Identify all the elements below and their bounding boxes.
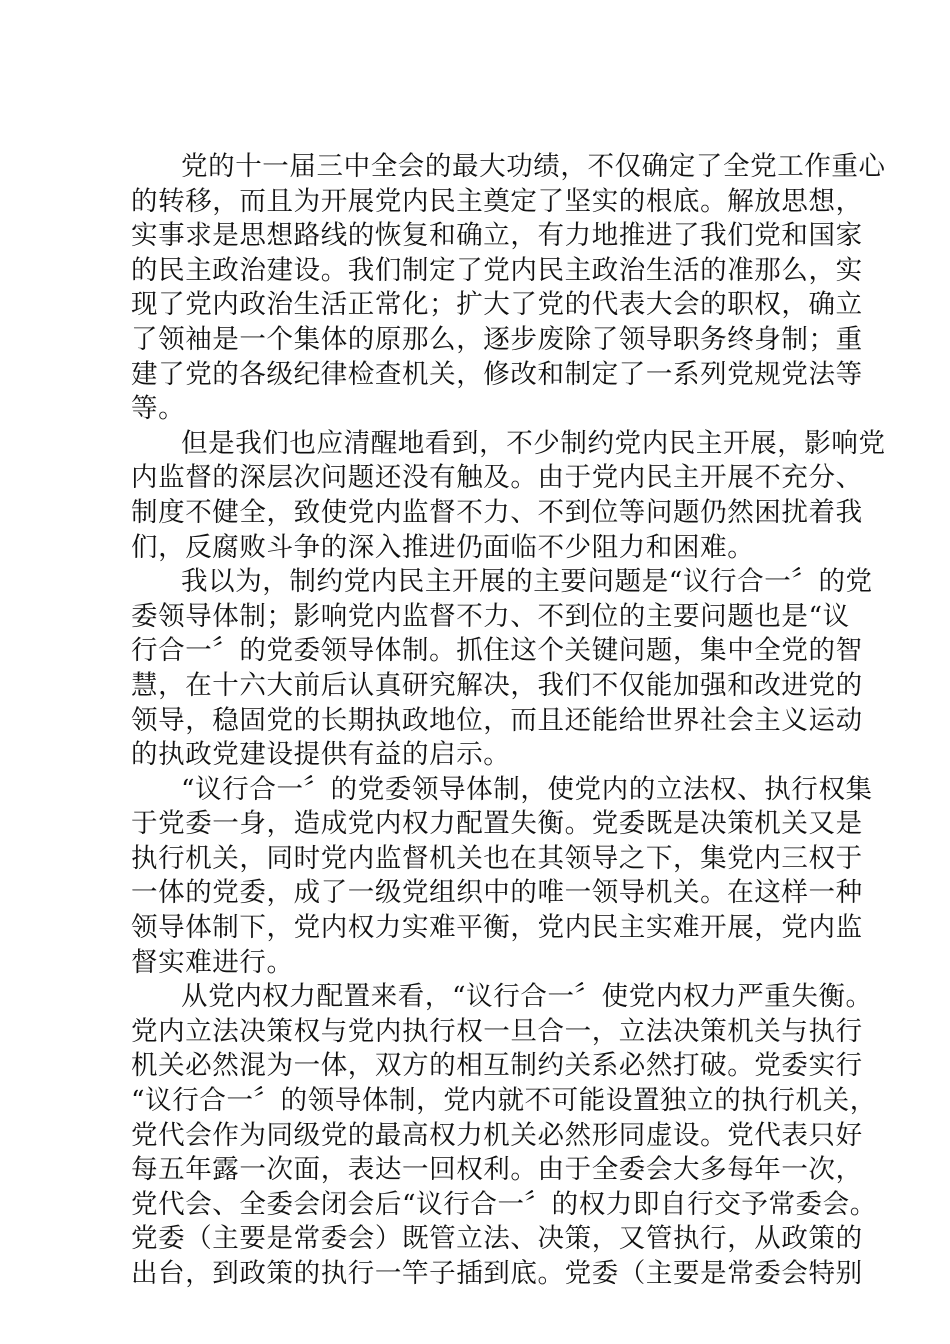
paragraph-5-line-5: 党代会作为同级党的最高权力机关必然形同虚设。党代表只好 [131, 1119, 863, 1151]
paragraph-5-line-4: “议行合一〞的领导体制，党内就不可能设置独立的执行机关， [131, 1085, 877, 1117]
paragraph-1-line-2: 的转移，而且为开展党内民主奠定了坚实的根底。解放思想， [131, 185, 863, 217]
paragraph-4-line-3: 执行机关，同时党内监督机关也在其领导之下，集党内三权于 [131, 842, 863, 874]
paragraph-2-line-2: 内监督的深层次问题还没有触及。由于党内民主开展不充分、 [131, 462, 863, 494]
paragraph-1-line-4: 的民主政治建设。我们制定了党内民主政治生活的准那么，实 [131, 254, 863, 286]
paragraph-3-line-1: 我以为，制约党内民主开展的主要问题是“议行合一〞的党 [181, 566, 873, 598]
paragraph-3-line-6: 的执政党建设提供有益的启示。 [131, 739, 511, 771]
paragraph-5-line-1: 从党内权力配置来看，“议行合一〞使党内权力严重失衡。 [181, 981, 873, 1013]
body-text [131, 150, 886, 1292]
paragraph-2-line-1: 但是我们也应清醒地看到，不少制约党内民主开展，影响党 [181, 427, 886, 459]
paragraph-1-line-7: 建了党的各级纪律检查机关，修改和制定了一系列党规党法等 [131, 358, 863, 390]
paragraph-5-line-9: 出台，到政策的执行一竿子插到底。党委（主要是常委会特别 [131, 1258, 863, 1289]
paragraph-5-line-8: 党委（主要是常委会）既管立法、决策，又管执行，从政策的 [131, 1223, 863, 1255]
paragraph-2-line-3: 制度不健全，致使党内监督不力、不到位等问题仍然困扰着我 [131, 496, 863, 528]
paragraph-4-line-1: “议行合一〞的党委领导体制，使党内的立法权、执行权集 [181, 773, 873, 805]
paragraph-1-line-1: 党的十一届三中全会的最大功绩，不仅确定了全党工作重心 [181, 151, 886, 182]
paragraph-5-line-2: 党内立法决策权与党内执行权一旦合一，立法决策机关与执行 [131, 1015, 863, 1047]
paragraph-5-line-7: 党代会、全委会闭会后“议行合一〞的权力即自行交予常委会。 [131, 1188, 877, 1220]
paragraph-2-line-4: 们，反腐败斗争的深入推进仍面临不少阻力和困难。 [131, 531, 755, 563]
paragraph-4-line-6: 督实难进行。 [131, 946, 294, 978]
paragraph-1-line-5: 现了党内政治生活正常化；扩大了党的代表大会的职权，确立 [131, 289, 863, 321]
paragraph-3-line-3: 行合一〞的党委领导体制。抓住这个关键问题，集中全党的智 [131, 635, 863, 667]
paragraph-1-line-6: 了领袖是一个集体的原那么，逐步废除了领导职务终身制；重 [131, 323, 863, 355]
paragraph-1-line-3: 实事求是思想路线的恢复和确立，有力地推进了我们党和国家 [131, 220, 863, 252]
paragraph-3-line-2: 委领导体制；影响党内监督不力、不到位的主要问题也是“议 [131, 600, 850, 632]
paragraph-4-line-4: 一体的党委，成了一级党组织中的唯一领导机关。在这样一种 [131, 877, 863, 909]
paragraph-3-line-5: 领导，稳固党的长期执政地位，而且还能给世界社会主义运动 [131, 704, 863, 736]
paragraph-4-line-2: 于党委一身，造成党内权力配置失衡。党委既是决策机关又是 [131, 808, 863, 840]
paragraph-5-line-3: 机关必然混为一体，双方的相互制约关系必然打破。党委实行 [131, 1050, 863, 1082]
paragraph-5-line-6: 每五年露一次面，表达一回权利。由于全委会大多每年一次， [131, 1154, 863, 1186]
paragraph-4-line-5: 领导体制下，党内权力实难平衡，党内民主实难开展，党内监 [131, 912, 863, 944]
paragraph-3-line-4: 慧，在十六大前后认真研究解决，我们不仅能加强和改进党的 [131, 669, 863, 701]
paragraph-1-line-8: 等。 [131, 393, 186, 425]
